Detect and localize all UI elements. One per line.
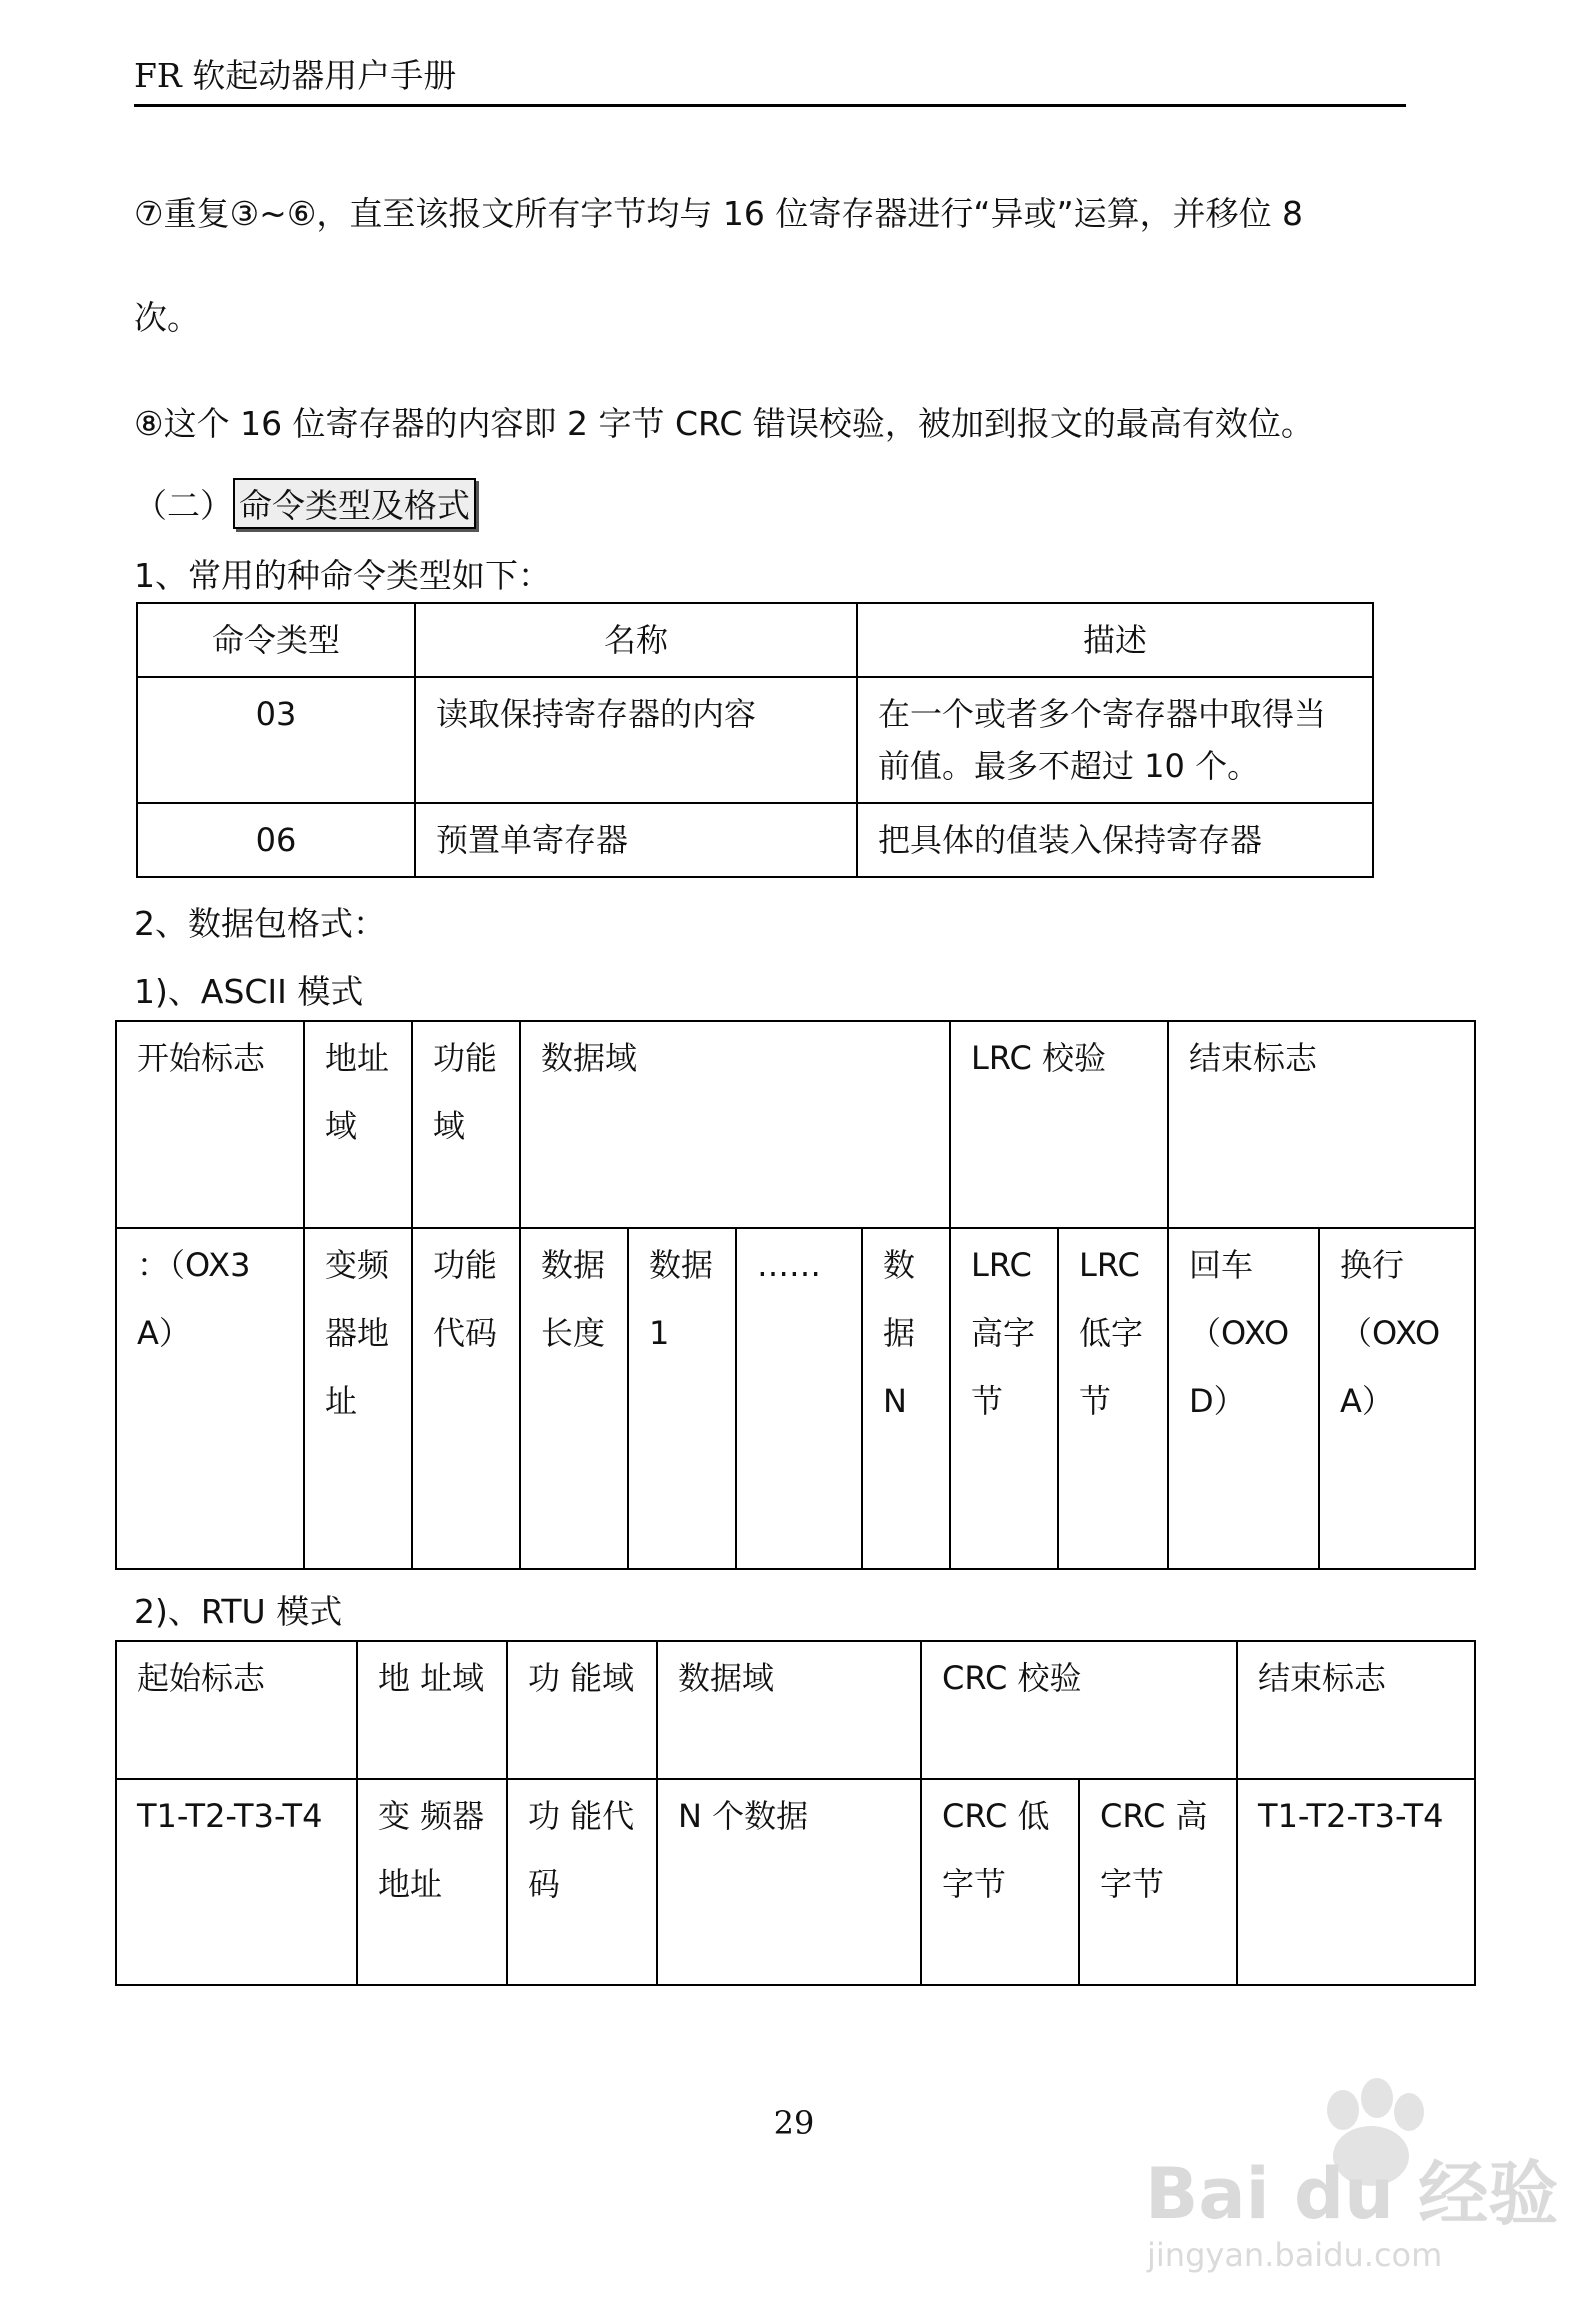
ascii-inverter-address: 变频器地址 xyxy=(304,1228,412,1569)
ascii-start-flag: 开始标志 xyxy=(116,1021,304,1228)
header-title: FR 软起动器用户手册 xyxy=(134,56,457,95)
table-row xyxy=(116,1779,1475,1985)
ascii-frame-table xyxy=(115,1020,1476,1570)
ascii-address-field: 地址域 xyxy=(304,1021,412,1228)
watermark-brand: Bai du 经验 xyxy=(1145,2153,1559,2235)
ascii-lrc-low-byte: LRC 低字节 xyxy=(1058,1228,1168,1569)
rtu-crc-low-byte: CRC 低字节 xyxy=(921,1779,1079,1985)
rtu-address-field: 地 址域 xyxy=(357,1641,507,1779)
rtu-start-silence: T1-T2-T3-T4 xyxy=(116,1779,357,1985)
cell-description: 在一个或者多个寄存器中取得当前值。最多不超过 10 个。 xyxy=(857,677,1373,803)
rtu-crc-check: CRC 校验 xyxy=(921,1641,1237,1779)
ascii-data-ellipsis: …… xyxy=(736,1228,862,1569)
rtu-function-code: 功 能代码 xyxy=(507,1779,657,1985)
cell-name: 预置单寄存器 xyxy=(415,803,857,877)
watermark-url: jingyan.baidu.com xyxy=(1147,2236,1443,2274)
rtu-inverter-address: 变 频器 地址 xyxy=(357,1779,507,1985)
header-description: 描述 xyxy=(857,603,1373,677)
table-header-row xyxy=(116,1641,1475,1779)
table-header-row xyxy=(137,603,1373,677)
section-prefix: （二） xyxy=(134,486,233,525)
rtu-end-flag: 结束标志 xyxy=(1237,1641,1475,1779)
header-name: 名称 xyxy=(415,603,857,677)
paragraph-step8: ⑧这个 16 位寄存器的内容即 2 字节 CRC 错误校验，被加到报文的最高有效位。 xyxy=(134,404,1314,443)
ascii-data-length: 数据长度 xyxy=(520,1228,628,1569)
rtu-crc-high-byte: CRC 高字节 xyxy=(1079,1779,1237,1985)
rtu-frame-table xyxy=(115,1640,1476,1986)
ascii-lrc-high-byte: LRC 高字节 xyxy=(950,1228,1058,1569)
ascii-mode-title: 1)、ASCII 模式 xyxy=(134,972,364,1011)
table-row xyxy=(137,677,1373,803)
cell-code: 06 xyxy=(137,803,415,877)
rtu-function-field: 功 能域 xyxy=(507,1641,657,1779)
page-number: 29 xyxy=(773,2104,815,2142)
command-types-intro: 1、常用的种命令类型如下： xyxy=(134,556,551,595)
ascii-colon-value: ：（OX3A） xyxy=(116,1228,304,1569)
cell-code: 03 xyxy=(137,677,415,803)
command-type-table xyxy=(136,602,1374,878)
document-header xyxy=(134,56,1406,107)
ascii-function-field: 功能域 xyxy=(412,1021,520,1228)
paragraph-step7-continued: 次。 xyxy=(134,298,200,337)
ascii-data-field: 数据域 xyxy=(520,1021,950,1228)
table-row xyxy=(137,803,1373,877)
rtu-n-data: N 个数据 xyxy=(657,1779,921,1985)
cell-name: 读取保持寄存器的内容 xyxy=(415,677,857,803)
ascii-data-n: 数据 N xyxy=(862,1228,950,1569)
header-command-type: 命令类型 xyxy=(137,603,415,677)
rtu-mode-title: 2)、RTU 模式 xyxy=(134,1592,343,1631)
ascii-carriage-return: 回车（OXOD） xyxy=(1168,1228,1319,1569)
table-row xyxy=(116,1228,1475,1569)
packet-format-intro: 2、数据包格式： xyxy=(134,904,386,943)
ascii-line-feed: 换行（OXOA） xyxy=(1319,1228,1475,1569)
rtu-data-field: 数据域 xyxy=(657,1641,921,1779)
section-title: 命令类型及格式 xyxy=(233,478,476,529)
ascii-end-flag: 结束标志 xyxy=(1168,1021,1475,1228)
paragraph-step7: ⑦重复③~⑥，直至该报文所有字节均与 16 位寄存器进行“异或”运算，并移位 8 xyxy=(134,194,1304,233)
rtu-start-flag: 起始标志 xyxy=(116,1641,357,1779)
cell-description: 把具体的值装入保持寄存器 xyxy=(857,803,1373,877)
rtu-end-silence: T1-T2-T3-T4 xyxy=(1237,1779,1475,1985)
ascii-data-1: 数据 1 xyxy=(628,1228,736,1569)
table-header-row xyxy=(116,1021,1475,1228)
ascii-function-code: 功能代码 xyxy=(412,1228,520,1569)
baidu-jingyan-watermark xyxy=(1125,2070,1559,2280)
section-heading xyxy=(134,478,476,529)
ascii-lrc-check: LRC 校验 xyxy=(950,1021,1168,1228)
